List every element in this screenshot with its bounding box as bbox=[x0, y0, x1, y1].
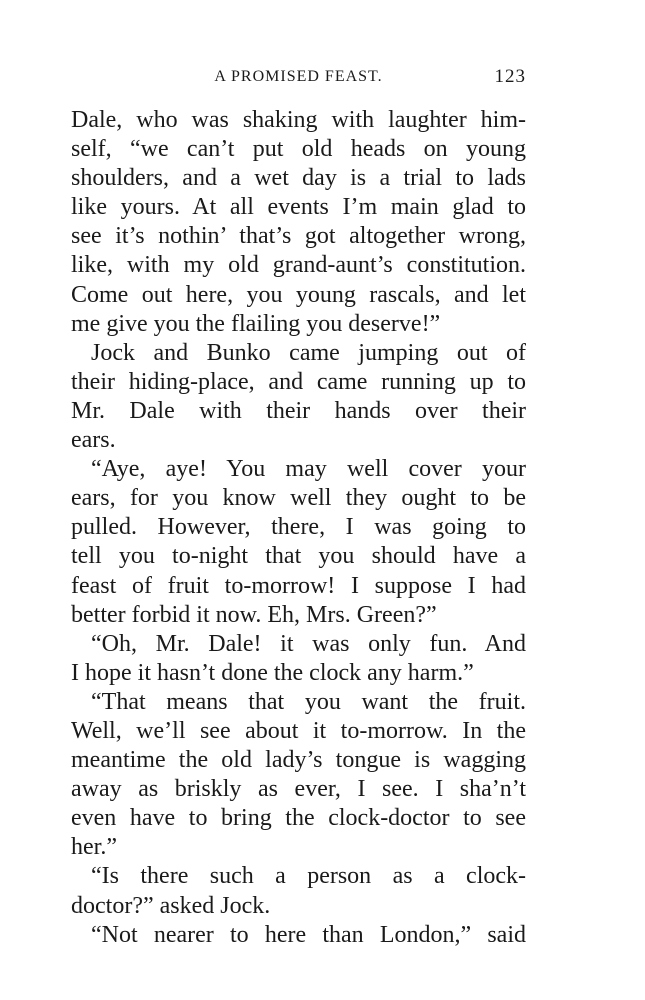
text-line: like yours. At all events I’m main glad to bbox=[71, 194, 526, 221]
page-number: 123 bbox=[494, 66, 526, 87]
text-line: their hiding-place, and came running up to bbox=[71, 368, 526, 395]
text-line: ears. bbox=[71, 427, 116, 454]
text-line: ears, for you know well they ought to be bbox=[71, 485, 526, 512]
text-line: I hope it hasn’t done the clock any harm.” bbox=[71, 659, 474, 686]
text-line: “That means that you want the fruit. bbox=[91, 688, 526, 715]
running-title: A PROMISED FEAST. bbox=[214, 68, 383, 85]
body-text bbox=[71, 106, 526, 950]
text-line: doctor?” asked Jock. bbox=[71, 892, 271, 919]
text-line: Jock and Bunko came jumping out of bbox=[91, 339, 526, 366]
running-head bbox=[71, 62, 526, 92]
book-page bbox=[71, 62, 526, 950]
text-line: tell you to-night that you should have a bbox=[71, 543, 526, 570]
text-line: me give you the flailing you deserve!” bbox=[71, 310, 441, 337]
text-line: “Oh, Mr. Dale! it was only fun. And bbox=[91, 630, 526, 657]
text-line: Well, we’ll see about it to-morrow. In the bbox=[71, 717, 526, 744]
text-line: Dale, who was shaking with laughter him- bbox=[71, 107, 526, 133]
text-line: even have to bring the clock-doctor to see bbox=[71, 805, 526, 832]
text-line: Come out here, you young rascals, and let bbox=[71, 281, 526, 308]
text-line: better forbid it now. Eh, Mrs. Green?” bbox=[71, 601, 437, 628]
text-line: “Is there such a person as a clock- bbox=[91, 863, 526, 890]
text-line: her.” bbox=[71, 834, 117, 861]
text-line: “Not nearer to here than London,” said bbox=[91, 921, 526, 948]
text-line: away as briskly as ever, I see. I sha’n’t bbox=[71, 776, 526, 803]
text-line: meantime the old lady’s tongue is wagging bbox=[71, 747, 526, 774]
text-line: Mr. Dale with their hands over their bbox=[71, 397, 526, 424]
text-line: like, with my old grand-aunt’s constitution. bbox=[71, 252, 526, 279]
text-line: see it’s nothin’ that’s got altogether wrong, bbox=[71, 223, 526, 250]
text-line: shoulders, and a wet day is a trial to lads bbox=[71, 165, 526, 192]
text-line: pulled. However, there, I was going to bbox=[71, 514, 526, 541]
text-line: self, “we can’t put old heads on young bbox=[71, 136, 526, 163]
text-line: “Aye, aye! You may well cover your bbox=[91, 456, 526, 483]
text-line: feast of fruit to-morrow! I suppose I had bbox=[71, 572, 526, 599]
